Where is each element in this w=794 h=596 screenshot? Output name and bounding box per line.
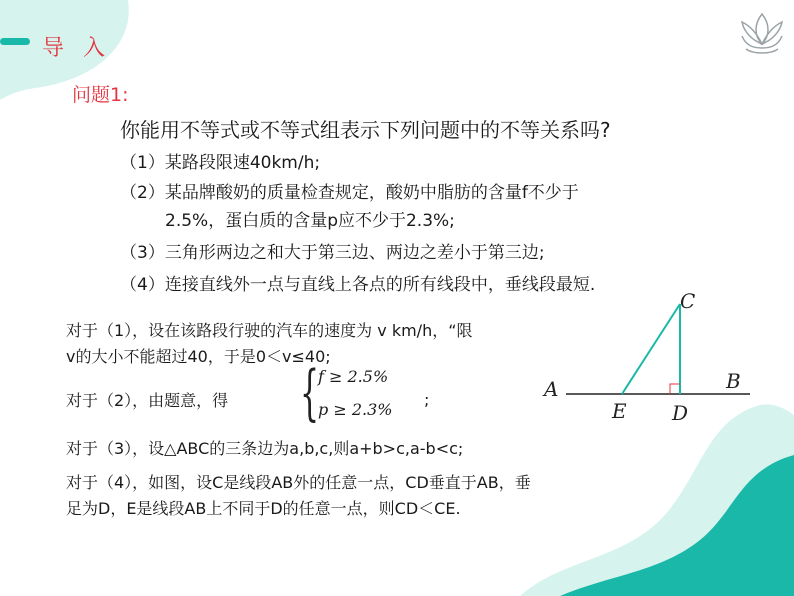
answer-1-line-2: v的大小不能超过40，于是0＜v≤40; xyxy=(66,347,331,366)
question-prompt: 你能用不等式或不等式组表示下列问题中的不等关系吗? xyxy=(120,118,611,142)
answer-3: 对于（3），设△ABC的三条边为a,b,c,则a+b>c,a-b<c; xyxy=(66,439,464,458)
label-e: E xyxy=(612,399,627,423)
answer-2-suffix: ; xyxy=(424,390,430,409)
label-b: B xyxy=(726,369,741,393)
question-item-4: （4）连接直线外一点与直线上各点的所有线段中，垂线段最短. xyxy=(120,275,596,295)
right-angle-mark xyxy=(670,384,680,394)
header-accent-bar xyxy=(0,38,30,45)
question-item-2-cont: 2.5%，蛋白质的含量p应不少于2.3%; xyxy=(165,211,455,231)
label-c: C xyxy=(680,289,696,313)
question-item-2: （2）某品牌酸奶的质量检查规定，酸奶中脂肪的含量f不少于 xyxy=(120,183,579,203)
answer-4-line-2: 足为D，E是线段AB上不同于D的任意一点，则CD＜CE. xyxy=(66,499,461,518)
answer-2-prefix: 对于（2），由题意，得 xyxy=(66,391,229,410)
answer-2-inequality-1: f ≥ 2.5% xyxy=(318,367,389,386)
lotus-logo-icon xyxy=(742,14,782,53)
label-a: A xyxy=(544,377,559,401)
question-item-3: （3）三角形两边之和大于第三边、两边之差小于第三边; xyxy=(120,243,545,263)
perpendicular-figure xyxy=(540,288,760,428)
question-item-1: （1）某路段限速40km/h; xyxy=(120,153,321,173)
section-title: 导 入 xyxy=(42,36,111,61)
label-d: D xyxy=(672,401,689,425)
question-label: 问题1: xyxy=(72,84,129,106)
system-brace: { xyxy=(300,358,320,428)
answer-2-inequality-2: p ≥ 2.3% xyxy=(318,400,393,419)
answer-4-line-1: 对于（4），如图，设C是线段AB外的任意一点，CD垂直于AB，垂 xyxy=(66,473,531,492)
segment-ce xyxy=(622,304,680,394)
answer-1-line-1: 对于（1），设在该路段行驶的汽车的速度为 v km/h，“限 xyxy=(66,321,473,340)
